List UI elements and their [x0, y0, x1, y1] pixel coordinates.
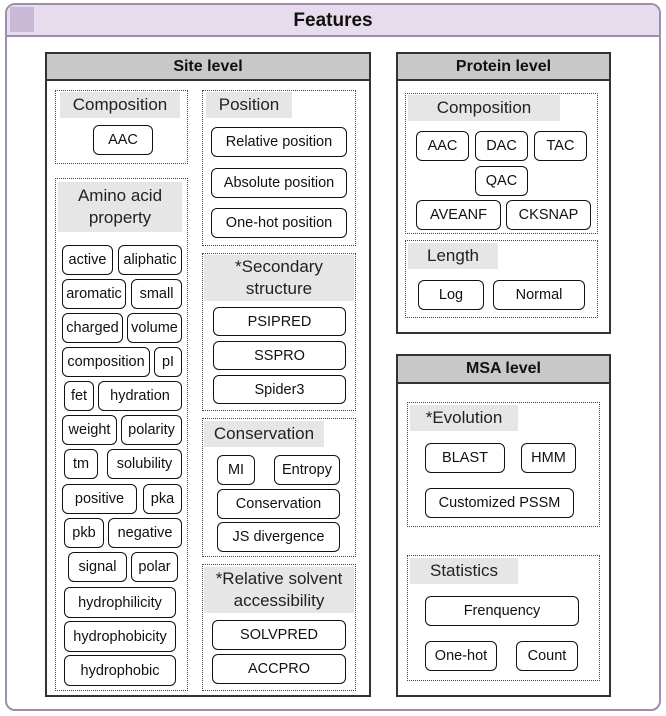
amino-chip-negative[interactable]: negative	[108, 518, 182, 548]
accpro-chip[interactable]: ACCPRO	[212, 654, 346, 684]
protein-composition-label: Composition	[408, 95, 560, 121]
amino-chip-pi[interactable]: pI	[154, 347, 182, 377]
site-composition-label: Composition	[60, 92, 180, 118]
secondary-structure-label: *Secondary structure	[204, 255, 354, 301]
frenquency-chip[interactable]: Frenquency	[425, 596, 579, 626]
amino-chip-positive[interactable]: positive	[62, 484, 137, 514]
protein-tac-chip[interactable]: TAC	[534, 131, 587, 161]
msa-one-hot-chip[interactable]: One-hot	[425, 641, 497, 671]
protein-level-heading: Protein level	[398, 54, 609, 81]
amino-chip-weight[interactable]: weight	[62, 415, 117, 445]
mi-chip[interactable]: MI	[217, 455, 255, 485]
solvent-accessibility-label: *Relative solvent accessibility	[204, 567, 354, 613]
amino-chip-polarity[interactable]: polarity	[121, 415, 182, 445]
relative-position-chip[interactable]: Relative position	[211, 127, 347, 157]
solvpred-chip[interactable]: SOLVPRED	[212, 620, 346, 650]
protein-aveanf-chip[interactable]: AVEANF	[416, 200, 501, 230]
js-divergence-chip[interactable]: JS divergence	[217, 522, 340, 552]
amino-chip-aliphatic[interactable]: aliphatic	[118, 245, 182, 275]
amino-chip-fet[interactable]: fet	[64, 381, 94, 411]
amino-chip-solubility[interactable]: solubility	[107, 449, 182, 479]
amino-chip-pka[interactable]: pka	[143, 484, 182, 514]
amino-chip-aromatic[interactable]: aromatic	[62, 279, 126, 309]
protein-dac-chip[interactable]: DAC	[475, 131, 528, 161]
amino-chip-tm[interactable]: tm	[64, 449, 98, 479]
amino-chip-signal[interactable]: signal	[68, 552, 127, 582]
amino-chip-pkb[interactable]: pkb	[64, 518, 104, 548]
amino-chip-hydration[interactable]: hydration	[98, 381, 182, 411]
protein-length-label: Length	[408, 243, 498, 269]
amino-chip-polar[interactable]: polar	[131, 552, 178, 582]
absolute-position-chip[interactable]: Absolute position	[211, 168, 347, 198]
length-normal-chip[interactable]: Normal	[493, 280, 585, 310]
blast-chip[interactable]: BLAST	[425, 443, 505, 473]
amino-chip-hydrophobic[interactable]: hydrophobic	[64, 655, 176, 686]
entropy-chip[interactable]: Entropy	[274, 455, 340, 485]
conservation-label: Conservation	[204, 421, 324, 447]
statistics-label: Statistics	[410, 558, 518, 584]
diagram-title: Features	[293, 10, 373, 31]
customized-pssm-chip[interactable]: Customized PSSM	[425, 488, 574, 518]
evolution-label: *Evolution	[410, 405, 518, 431]
sspro-chip[interactable]: SSPRO	[213, 341, 346, 370]
count-chip[interactable]: Count	[516, 641, 578, 671]
hmm-chip[interactable]: HMM	[521, 443, 576, 473]
amino-chip-composition[interactable]: composition	[62, 347, 150, 377]
psipred-chip[interactable]: PSIPRED	[213, 307, 346, 336]
position-label: Position	[206, 92, 292, 118]
site-level-heading: Site level	[47, 54, 369, 81]
amino-chip-small[interactable]: small	[131, 279, 182, 309]
amino-acid-property-label: Amino acid property	[58, 182, 182, 232]
length-log-chip[interactable]: Log	[418, 280, 484, 310]
conservation-chip[interactable]: Conservation	[217, 489, 340, 519]
protein-aac-chip[interactable]: AAC	[416, 131, 469, 161]
amino-chip-active[interactable]: active	[62, 245, 113, 275]
amino-chip-hydrophilicity[interactable]: hydrophilicity	[64, 587, 176, 618]
spider3-chip[interactable]: Spider3	[213, 375, 346, 404]
amino-chip-hydrophobicity[interactable]: hydrophobicity	[64, 621, 176, 652]
amino-chip-charged[interactable]: charged	[62, 313, 123, 343]
amino-chip-volume[interactable]: volume	[127, 313, 182, 343]
msa-level-heading: MSA level	[398, 356, 609, 384]
protein-qac-chip[interactable]: QAC	[475, 166, 528, 196]
one-hot-position-chip[interactable]: One-hot position	[211, 208, 347, 238]
protein-cksnap-chip[interactable]: CKSNAP	[506, 200, 591, 230]
site-aac-chip[interactable]: AAC	[93, 125, 153, 155]
